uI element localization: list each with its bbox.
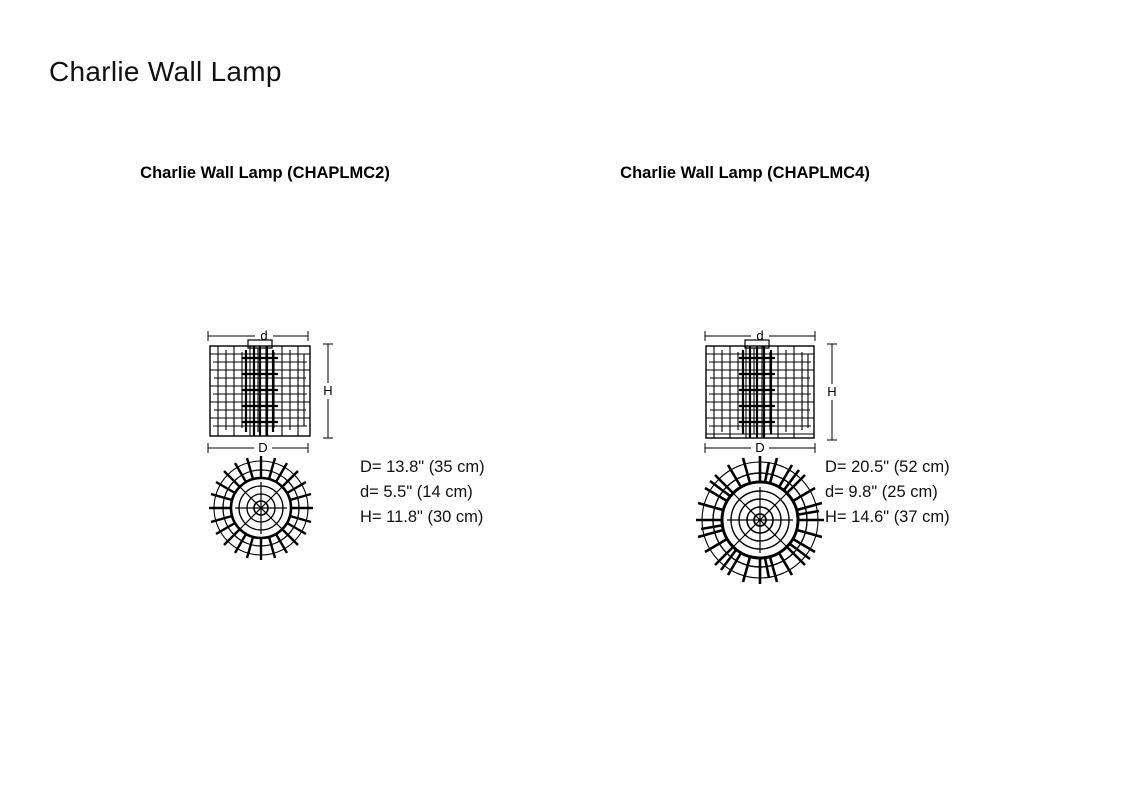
- spec-inner-diameter: d= 9.8" (25 cm): [825, 483, 938, 501]
- dim-label-h: H: [323, 383, 333, 398]
- spec-height: H= 14.6" (37 cm): [825, 508, 950, 526]
- variant-title: Charlie Wall Lamp (CHAPLMC2): [140, 164, 390, 182]
- dim-label-d-top: d: [756, 328, 764, 343]
- spec-diameter: D= 20.5" (52 cm): [825, 458, 950, 476]
- dim-label-d-top: d: [260, 328, 268, 343]
- spec-diameter: D= 13.8" (35 cm): [360, 458, 485, 476]
- plan-view: [696, 456, 824, 584]
- page-title: Charlie Wall Lamp: [49, 56, 282, 87]
- specs-chaplmc2: [360, 455, 485, 530]
- dim-label-d-bottom: D: [755, 440, 765, 455]
- spec-inner-diameter: d= 5.5" (14 cm): [360, 483, 473, 501]
- plan-view: [209, 456, 313, 560]
- dim-label-h: H: [827, 384, 837, 399]
- variant-title: Charlie Wall Lamp (CHAPLMC4): [620, 164, 870, 182]
- spec-height: H= 11.8" (30 cm): [360, 508, 484, 526]
- specs-chaplmc4: [825, 455, 950, 530]
- dim-label-d-bottom: D: [258, 440, 268, 455]
